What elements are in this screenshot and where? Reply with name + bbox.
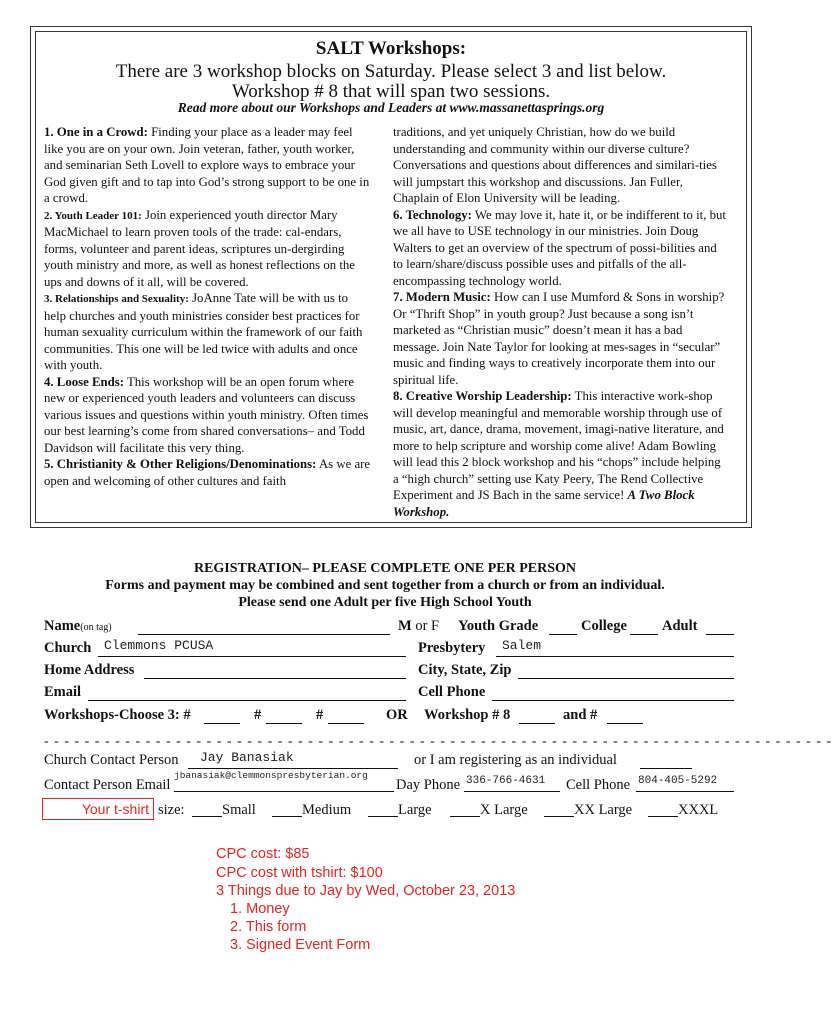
registration-line3: Please send one Adult per five High School Youth bbox=[238, 595, 532, 610]
workshop-4: 4. Loose Ends: This workshop will be an open forum where new or experienced youth leaders and volunteers can discuss various issues and questions within youth ministry. Often times our best learning’s come from shared conversations– and Todd Davidson will facilitate this very thing. bbox=[44, 374, 369, 455]
workshop-2: 2. Youth Leader 101: Join experienced youth director Mary MacMichael to learn proven tools of the trade: cal-endars, forms, volunteer and parent ideas, scriptures un-dergirding youth ministry and more, as well as honest reflections on the ups and downs of it all, will be covered. bbox=[44, 207, 355, 289]
youth-grade-label: Youth Grade bbox=[458, 618, 539, 634]
day-phone-field[interactable] bbox=[464, 791, 560, 792]
cpc-cost-tshirt: CPC cost with tshirt: $100 bbox=[216, 865, 383, 881]
workshop-choice-2[interactable] bbox=[266, 723, 302, 724]
workshop-8-second-choice[interactable] bbox=[607, 723, 643, 724]
header-line2: There are 3 workshop blocks on Saturday. Please select 3 and list below. bbox=[115, 61, 667, 82]
workshops-right-column bbox=[393, 124, 728, 520]
workshop-5-continued: traditions, and yet uniquely Christian, how do we build understanding and community within our diverse culture? Conversations and questions about differences and similari-ties will jumpstart this workshop and discussions. Jan Fuller, Chaplain of Elon University will be leading. bbox=[393, 125, 717, 205]
workshop-8-label: Workshop # 8 bbox=[424, 707, 511, 723]
workshop-3: 3. Relationships and Sexuality: JoAnne Tate will be with us to help churches and youth ministries consider best practices for human sexuality curriculum within the framework of our faith communities. This one will be led twice with adults and once with youth. bbox=[44, 291, 363, 372]
and-label: and # bbox=[563, 707, 598, 723]
church-field[interactable] bbox=[98, 656, 406, 657]
size-medium-field[interactable] bbox=[272, 816, 302, 817]
day-phone-value: 336-766-4631 bbox=[466, 775, 546, 787]
church-contact-value: Jay Banasiak bbox=[200, 750, 294, 765]
workshop-7: 7. Modern Music: How can I use Mumford & Sons in worship? Or “Thrift Shop” in youth group? Just because a song isn’t marketed as “Christian music” doesn’t mean it has a bad message. Join Nate Taylor for looking at mes-sages in “secular” music and finding ways to creatively incorporate them into our spiritual life. bbox=[393, 290, 725, 387]
workshop-choice-1[interactable] bbox=[204, 723, 240, 724]
hash-3: # bbox=[316, 707, 324, 723]
workshop-1: 1. One in a Crowd: Finding your place as a leader may feel like you are on your own. Join veteran, father, youth worker, and seminarian Seth Lovell to explore ways to embrace your God given gift and to tap into God’s strong support to be one in a crowd. bbox=[44, 125, 370, 205]
registration-title: REGISTRATION– PLEASE COMPLETE ONE PER PERSON bbox=[193, 561, 577, 576]
tshirt-annotation-box: Your t-shirt bbox=[42, 798, 154, 820]
cpc-cost: CPC cost: $85 bbox=[216, 846, 310, 862]
home-address-field[interactable] bbox=[144, 678, 406, 679]
contact-email-label: Contact Person Email bbox=[44, 777, 171, 793]
size-label: size: bbox=[158, 802, 185, 818]
city-state-zip-field[interactable] bbox=[518, 678, 734, 679]
header-title: SALT Workshops: bbox=[315, 38, 467, 59]
size-xxlarge-label: XX Large bbox=[574, 802, 633, 818]
size-small-label: Small bbox=[222, 802, 256, 818]
youth-grade-field[interactable] bbox=[549, 634, 577, 635]
workshops-left-column bbox=[44, 124, 372, 489]
presbytery-label: Presbytery bbox=[418, 640, 486, 656]
size-medium-label: Medium bbox=[302, 802, 352, 818]
adult-field[interactable] bbox=[706, 634, 734, 635]
size-xlarge-label: X Large bbox=[480, 802, 528, 818]
individual-label: or I am registering as an individual bbox=[414, 752, 617, 768]
registration-line2: Forms and payment may be combined and sent together from a church or from an individual. bbox=[105, 578, 665, 593]
contact-email-value: jbanasiak@clemmonspresbyterian.org bbox=[174, 770, 368, 781]
or-label: OR bbox=[386, 707, 408, 723]
cell-phone-field[interactable] bbox=[492, 700, 734, 701]
due-item-form: 2. This form bbox=[230, 919, 307, 935]
size-xxxl-field[interactable] bbox=[648, 816, 678, 817]
college-label: College bbox=[581, 618, 627, 634]
college-field[interactable] bbox=[630, 634, 658, 635]
presbytery-field[interactable] bbox=[496, 656, 734, 657]
city-state-zip-label: City, State, Zip bbox=[418, 662, 512, 678]
due-item-money: 1. Money bbox=[230, 901, 290, 917]
size-large-field[interactable] bbox=[368, 816, 398, 817]
workshop-8-choice[interactable] bbox=[519, 723, 555, 724]
adult-label: Adult bbox=[662, 618, 698, 634]
due-item-signed-form: 3. Signed Event Form bbox=[230, 937, 371, 953]
name-field[interactable] bbox=[138, 634, 390, 635]
church-contact-field[interactable] bbox=[188, 768, 398, 769]
m-or-f-label: M or F bbox=[398, 618, 440, 634]
hash-2: # bbox=[254, 707, 262, 723]
cell-phone-2-value: 804-405-5292 bbox=[638, 775, 718, 787]
cell-phone-label: Cell Phone bbox=[418, 684, 486, 700]
size-small-field[interactable] bbox=[192, 816, 222, 817]
individual-field[interactable] bbox=[640, 768, 692, 769]
workshop-choice-3[interactable] bbox=[328, 723, 364, 724]
email-field[interactable] bbox=[88, 700, 406, 701]
workshops-choose-label: Workshops-Choose 3: # bbox=[44, 707, 191, 723]
cell-phone-2-field[interactable] bbox=[636, 791, 734, 792]
header-link[interactable]: Read more about our Workshops and Leaders at www.massanettasprings.org bbox=[177, 100, 605, 115]
header-line3: Workshop # 8 that will span two sessions. bbox=[231, 81, 551, 102]
size-xxxl-label: XXXL bbox=[678, 802, 719, 818]
contact-email-field[interactable] bbox=[174, 791, 394, 792]
day-phone-label: Day Phone bbox=[396, 777, 461, 793]
church-value: Clemmons PCUSA bbox=[104, 638, 214, 653]
home-address-label: Home Address bbox=[44, 662, 135, 678]
presbytery-value: Salem bbox=[502, 638, 542, 653]
church-contact-label: Church Contact Person bbox=[44, 752, 179, 768]
size-large-label: Large bbox=[398, 802, 432, 818]
due-note: 3 Things due to Jay by Wed, October 23, 2013 bbox=[216, 883, 516, 899]
workshop-5: 5. Christianity & Other Religions/Denominations: As we are open and welcoming of other cultures and faith bbox=[44, 457, 371, 488]
size-xlarge-field[interactable] bbox=[450, 816, 480, 817]
size-xxlarge-field[interactable] bbox=[544, 816, 574, 817]
name-label: Name(on tag) bbox=[44, 618, 112, 634]
workshop-6: 6. Technology: We may love it, hate it, or be indifferent to it, but we all have to USE technology in our ministries. Join Doug Walters to get an overview of the spectrum of possi-bilities and to learn/share/discuss possible uses and pitfalls of the all-encompassing technology world. bbox=[393, 207, 726, 288]
email-label: Email bbox=[44, 684, 82, 700]
workshop-8: 8. Creative Worship Leadership: This interactive work-shop will develop meaningful and memorable worship through use of music, art, dance, drama, movement, imagi-native literature, and more to help scripture and worship come alive! Adam Bowling will lead this 2 block workshop and his “chops” include helping a “high church” setting use Katy Peery, The Rend Collective Experiment and JS Bach in the same service! A Two Block Workshop. bbox=[393, 389, 724, 519]
dashed-separator: - - - - - - - - - - - - - - - - - - - - - - - - - - - - - - - - - - - - - - - - - - - - - - - - - - - - - - - - - - - - - - - - - - - - - - - - - - - - - - bbox=[44, 734, 832, 749]
church-label: Church bbox=[44, 640, 92, 656]
cell-phone-2-label: Cell Phone bbox=[566, 777, 631, 793]
